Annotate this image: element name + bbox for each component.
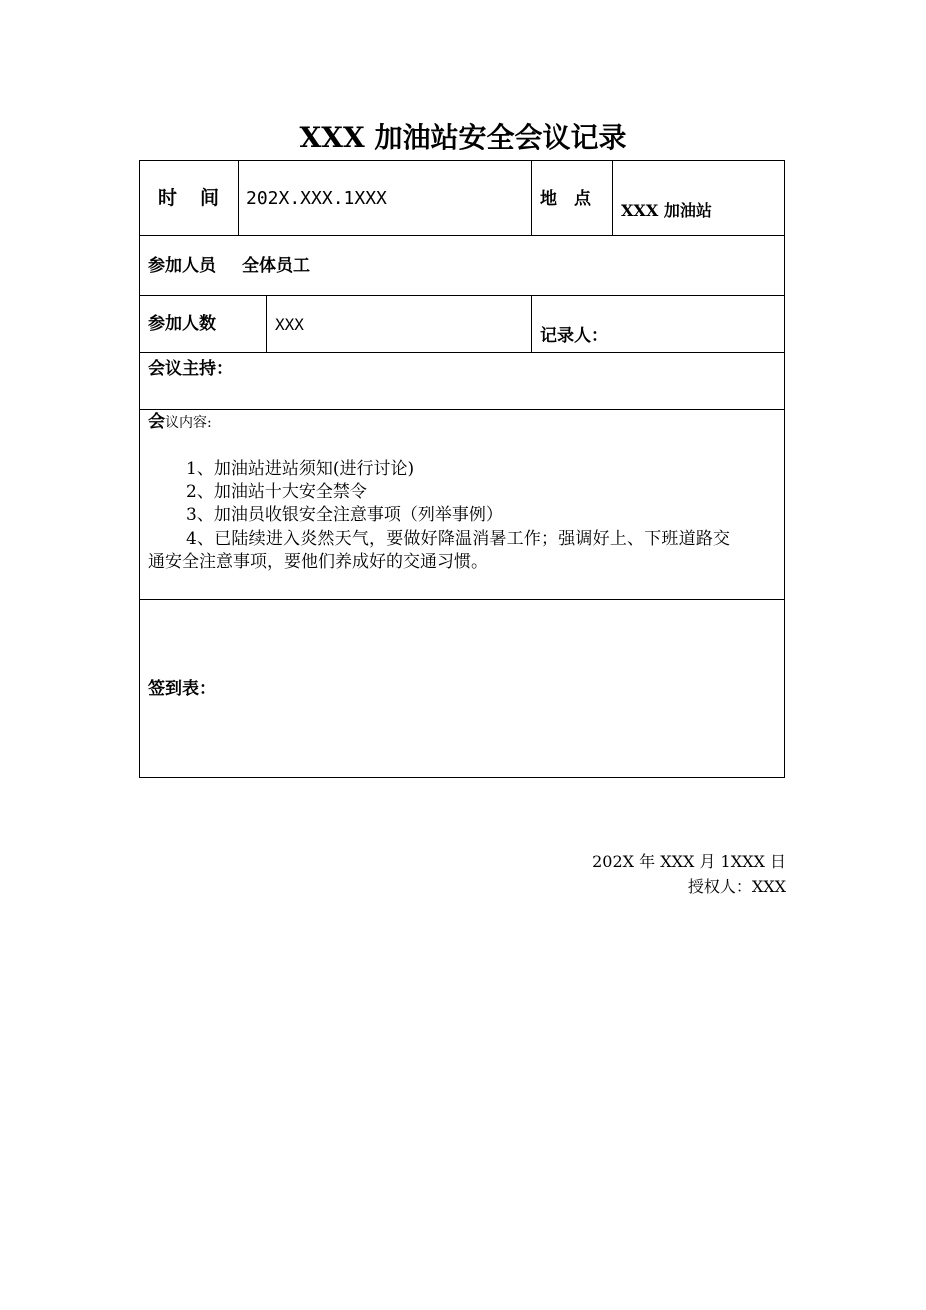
time-label: 时 间	[158, 187, 222, 209]
host-label: 会议主持：	[148, 359, 233, 379]
content-label	[148, 411, 212, 434]
attendees-value: 全体员工	[242, 256, 310, 276]
content-item-2: 2、加油站十大安全禁令	[186, 482, 367, 502]
attendee-count-value: XXX	[275, 315, 304, 334]
content-label-rest: 议内容:	[165, 415, 212, 431]
signin-label: 签到表：	[148, 679, 216, 699]
content-item-3: 3、加油员收银安全注意事项（列举事例）	[186, 505, 503, 525]
time-value: 202X.XXX.1XXX	[246, 188, 387, 209]
footer-date: 202X 年 XXX 月 1XXX 日	[592, 852, 786, 871]
recorder-label: 记录人：	[540, 326, 608, 346]
content-item-1: 1、加油站进站须知(进行讨论)	[186, 459, 415, 479]
place-label: 地 点	[540, 189, 591, 209]
footer-authorizer: 授权人：XXX	[687, 877, 786, 896]
place-value: XXX 加油站	[621, 201, 712, 220]
content-item-4-continued: 通安全注意事项，要他们养成好的交通习惯。	[148, 552, 488, 572]
content-label-bold: 会	[148, 412, 165, 432]
attendee-count-label: 参加人数	[148, 314, 216, 334]
page-title: XXX 加油站安全会议记录	[299, 121, 627, 154]
content-item-4: 4、已陆续进入炎然天气，要做好降温消暑工作；强调好上、下班道路交	[186, 529, 731, 549]
attendees-label: 参加人员	[148, 256, 216, 276]
